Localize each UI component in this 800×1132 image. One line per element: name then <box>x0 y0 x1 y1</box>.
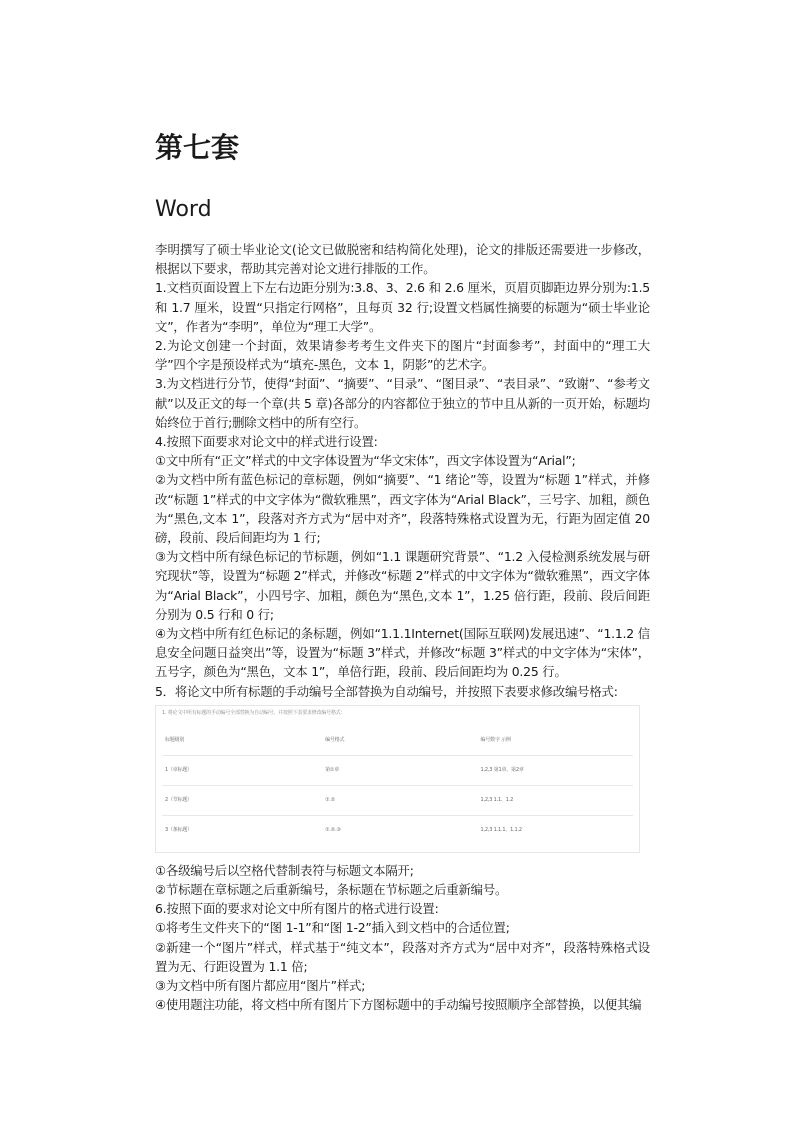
paragraph: ③为文档中所有绿色标记的节标题，例如“1.1 课题研究背景”、“1.2 入侵检测系统发展与研究现状”等，设置为“标题 2”样式，并修改“标题 2”样式的中文字体为“微软雅黑”，西文字体为“Arial Black”，小四号字、加粗，颜色为“黑色,文本 1”，1.25 倍行距，段前、段后间距分别为 0.5 行和 0 行; <box>155 549 650 622</box>
paragraph: 2.为论文创建一个封面，效果请参考考生文件夹下的图片“封面参考”，封面中的“理工大学”四个字是预设样式为“填充-黑色，文本 1，阴影”的艺术字。 <box>155 338 650 373</box>
paragraph: 5．将论文中所有标题的手动编号全部替换为自动编号，并按照下表要求修改编号格式: <box>155 683 618 699</box>
table-cell: ①.②.③ <box>322 816 477 846</box>
paragraph: ③为文档中所有图片都应用“图片”样式; <box>155 977 366 993</box>
table-cell: 第①章 <box>322 756 477 786</box>
numbering-format-table <box>162 726 633 846</box>
paragraph: ①将考生文件夹下的“图 1-1”和“图 1-2”插入到文档中的合适位置; <box>155 920 510 936</box>
table-row <box>162 816 633 846</box>
paragraphs-before <box>155 240 650 701</box>
paragraph: 4.按照下面要求对论文中的样式进行设置: <box>155 434 378 450</box>
table-cell: 1,2,3 第1章、第2章 <box>478 756 633 786</box>
paragraph: ①文中所有“正文”样式的中文字体设置为“华文宋体”，西文字体设置为“Arial”; <box>155 453 576 469</box>
table-cell: 1,2,3 1.1.1、1.1.2 <box>478 816 633 846</box>
body-text <box>155 240 650 1014</box>
table-row <box>162 786 633 816</box>
paragraph: ④使用题注功能，将文档中所有图片下方图标题中的手动编号按照顺序全部替换，以便其编 <box>155 997 642 1013</box>
table-cell: 编号格式 <box>325 736 345 743</box>
table-row <box>162 756 633 786</box>
page-title: 第七套 <box>155 131 240 164</box>
table-cell: 1,2,3 1.1、1.2 <box>478 786 633 816</box>
paragraph: 1.文档页面设置上下左右边距分别为:3.8、3、2.6 和 2.6 厘米，页眉页脚距边界分别为:1.5 和 1.7 厘米，设置“只指定行网格”，且每页 32 行;设置文档属性摘要的标题为“硕士毕业论文”，作者为“李明”，单位为“理工大学”。 <box>155 280 650 334</box>
section-subtitle: Word <box>155 197 212 222</box>
paragraph: 6.按照下面的要求对论文中所有图片的格式进行设置: <box>155 901 439 917</box>
paragraphs-after <box>155 861 650 1015</box>
paragraph: ④为文档中所有红色标记的条标题，例如“1.1.1Internet(国际互联网)发展迅速”、“1.1.2 信息安全问题日益突出”等，设置为“标题 3”样式，并修改“标题 3”样式的中文字体为“宋体”，五号字，颜色为“黑色，文本 1”，单倍行距，段前、段后间距均为 0.25 行。 <box>155 626 650 680</box>
embedded-table-caption: 1. 将论文中所有标题的手动编号全部替换为自动编号，并按照下表要求修改编号格式： <box>162 709 346 716</box>
paragraph: 李明撰写了硕士毕业论文(论文已做脱密和结构简化处理)，论文的排版还需要进一步修改，根据以下要求，帮助其完善对论文进行排版的工作。 <box>155 242 650 277</box>
table-header-row <box>162 726 633 756</box>
table-cell: 标题级别 <box>165 736 185 743</box>
table-cell: 2（节标题） <box>162 786 322 816</box>
paragraph: ②节标题在章标题之后重新编号，条标题在节标题之后重新编号。 <box>155 881 508 897</box>
paragraph: ②新建一个“图片”样式，样式基于“纯文本”，段落对齐方式为“居中对齐”，段落特殊格式设置为无、行距设置为 1.1 倍; <box>155 939 650 974</box>
paragraph: ①各级编号后以空格代替制表符与标题文本隔开; <box>155 862 414 878</box>
table-cell: 编号数字 示例 <box>480 736 511 743</box>
table-cell: 1（章标题） <box>162 756 322 786</box>
paragraph: 3.为文档进行分节，使得“封面”、“摘要”、“目录”、“图目录”、“表目录”、“致谢”、“参考文献”以及正文的每一个章(共 5 章)各部分的内容都位于独立的节中且从新的一页开始，标题均始终位于首行;删除文档中的所有空行。 <box>155 376 650 430</box>
table-cell: 3（条标题） <box>162 816 322 846</box>
paragraph: ②为文档中所有蓝色标记的章标题，例如“摘要”、“1 绪论”等，设置为“标题 1”样式，并修改“标题 1”样式的中文字体为“微软雅黑”，西文字体为“Arial Black”，三号字、加粗，颜色为“黑色,文本 1”，段落对齐方式为“居中对齐”，段落特殊格式设置为无，行距为固定值 20 磅，段前、段后间距均为 1 行; <box>155 472 650 546</box>
table-cell: ①.② <box>322 786 477 816</box>
embedded-table-image <box>155 705 640 853</box>
